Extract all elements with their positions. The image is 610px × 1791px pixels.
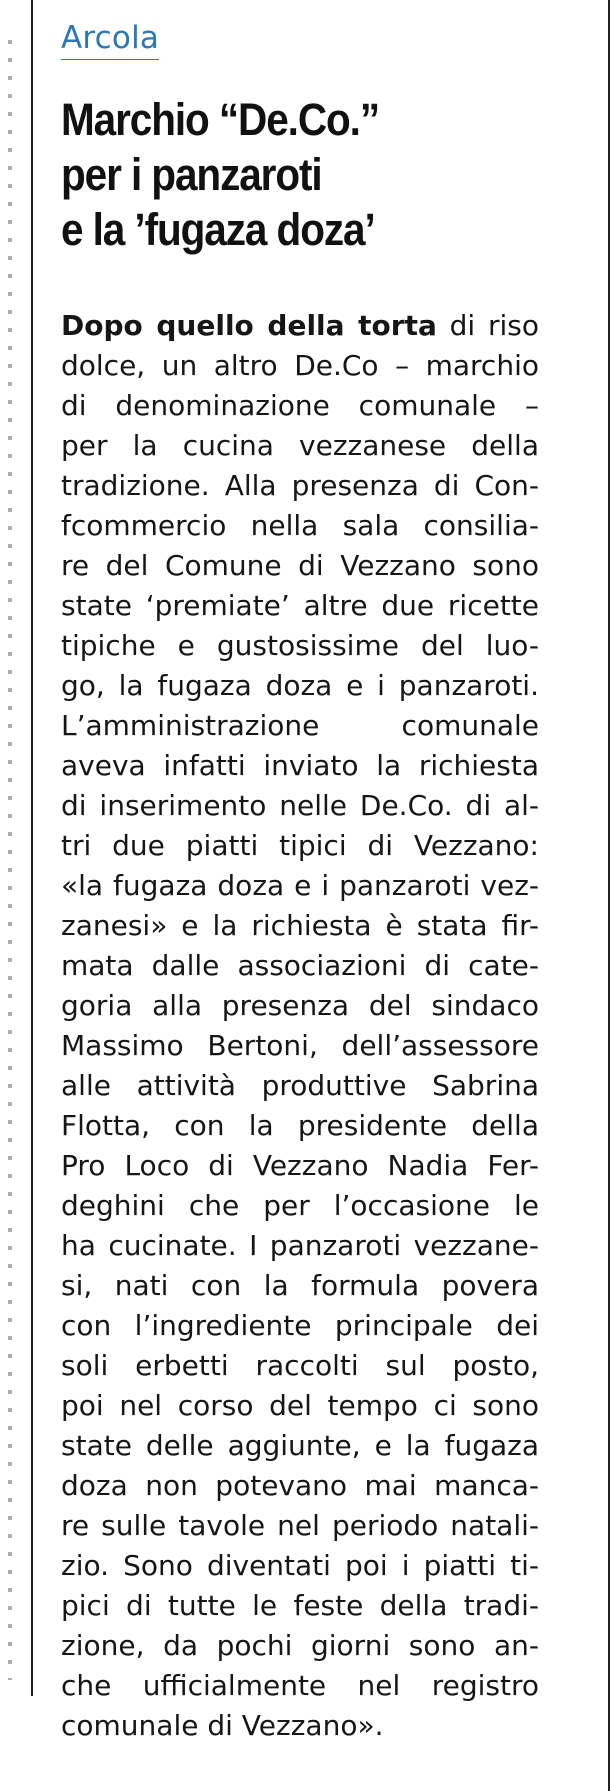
body-line: state ‘premiate’ altre due ricette	[61, 589, 539, 622]
body-line: fcommercio nella sala consilia-	[61, 509, 539, 542]
body-line-rest: di riso	[436, 309, 539, 342]
section-label: Arcola	[61, 18, 159, 60]
body-line: di denominazione comunale –	[61, 389, 539, 422]
body-line: zio. Sono diventati poi i piatti ti-	[61, 1549, 539, 1582]
body-line: tipiche e gustosissime del luo-	[61, 629, 539, 662]
body-line: Flotta, con la presidente della	[61, 1109, 539, 1142]
headline-line: e la ’fugaza doza’	[61, 204, 375, 255]
body-line: zanesi» e la richiesta è stata fir-	[61, 909, 539, 942]
body-line: ha cucinate. I panzaroti vezzane-	[61, 1229, 539, 1262]
body-line: aveva infatti inviato la richiesta	[61, 749, 539, 782]
body-line: pici di tutte le feste della tradi-	[61, 1589, 539, 1622]
body-line: alle attività produttive Sabrina	[61, 1069, 539, 1102]
adjacent-column-edge	[8, 40, 12, 1680]
body-line	[61, 306, 539, 346]
body-line: zione, da pochi giorni sono an-	[61, 1629, 539, 1662]
body-line-last: comunale di Vezzano».	[61, 1709, 384, 1742]
body-line: tradizione. Alla presenza di Con-	[61, 469, 539, 502]
body-line: state delle aggiunte, e la fugaza	[61, 1429, 539, 1462]
body-line: deghini che per l’occasione le	[61, 1189, 539, 1222]
body-line: si, nati con la formula povera	[61, 1269, 539, 1302]
body-line: che ufficialmente nel registro	[61, 1669, 539, 1702]
headline-line: per i panzaroti	[61, 149, 322, 200]
article-headline	[61, 92, 529, 257]
body-line: re del Comune di Vezzano sono	[61, 549, 539, 582]
body-line: per la cucina vezzanese della	[61, 429, 539, 462]
body-line: «la fugaza doza e i panzaroti vez-	[61, 869, 539, 902]
headline-line: Marchio “De.Co.”	[61, 94, 380, 145]
body-line: goria alla presenza del sindaco	[61, 989, 539, 1022]
body-line: re sulle tavole nel periodo natali-	[61, 1509, 539, 1542]
body-line: tri due piatti tipici di Vezzano:	[61, 829, 539, 862]
body-line: mata dalle associazioni di cate-	[61, 949, 539, 982]
lead-in: Dopo quello della torta	[61, 309, 437, 342]
article-body	[61, 306, 539, 1746]
body-line: Massimo Bertoni, dell’assessore	[61, 1029, 539, 1062]
body-line: doza non potevano mai manca-	[61, 1469, 539, 1502]
body-line: con l’ingrediente principale dei	[61, 1309, 539, 1342]
body-line: Pro Loco di Vezzano Nadia Fer-	[61, 1149, 539, 1182]
body-line: L’amministrazione comunale	[61, 709, 539, 742]
body-line: go, la fugaza doza e i panzaroti.	[61, 669, 539, 702]
body-line: soli erbetti raccolti sul posto,	[61, 1349, 539, 1382]
column-divider-left	[31, 0, 33, 1696]
body-line: di inserimento nelle De.Co. di al-	[61, 789, 539, 822]
body-line: poi nel corso del tempo ci sono	[61, 1389, 539, 1422]
body-line: dolce, un altro De.Co – marchio	[61, 349, 539, 382]
